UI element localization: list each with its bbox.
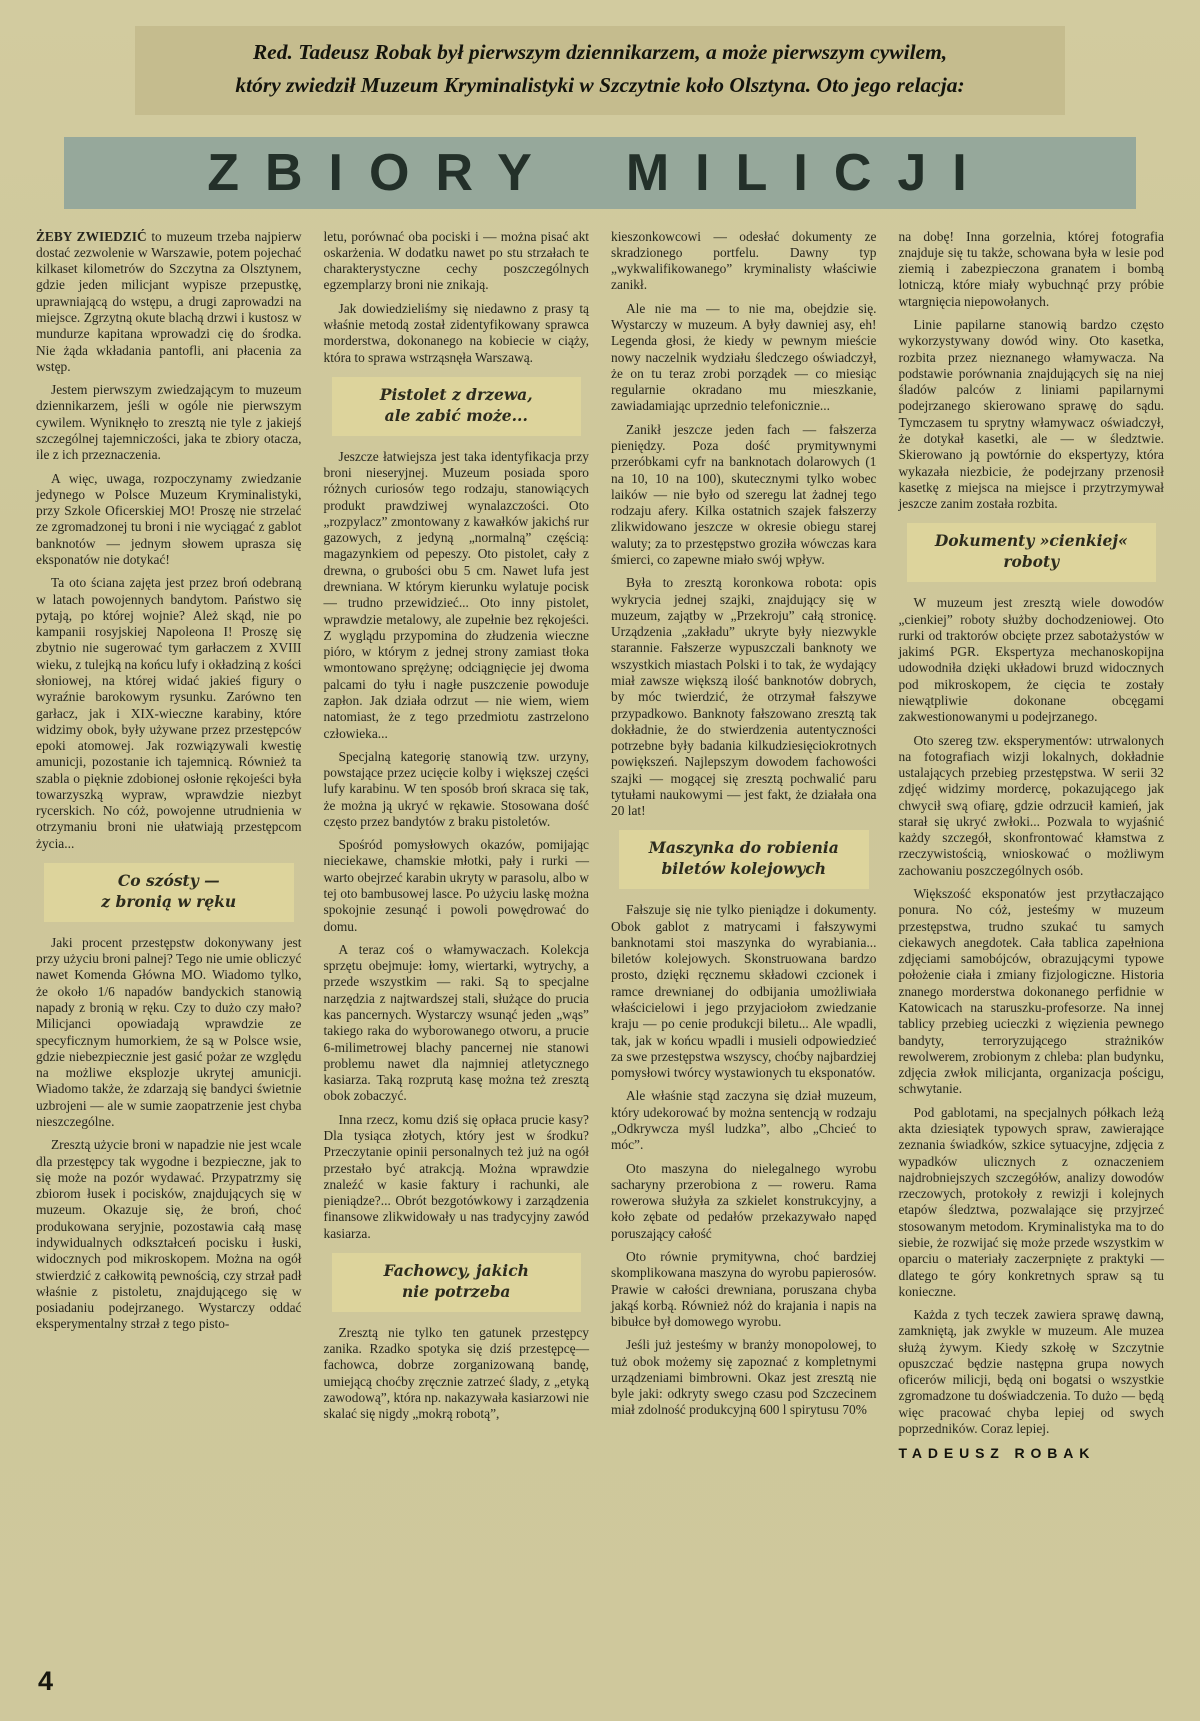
paragraph: Zresztą nie tylko ten gatunek przestępcy zanika. Rzadko spotyka się dziś przestępcę—fachowca, dobrze zorganizowaną bandę, umiejącą choćby zręcznie zatrzeć ślady, z „etyką zawodową”, która np. nakazywała kasiarzowi nie skalać się nigdy „mokrą robotą”,: [323, 1324, 589, 1422]
paragraph: Oto szereg tzw. eksperymentów: utrwalonych na fotografiach wizji lokalnych, dokładnie ustalających przebieg przestępstwa. W serii 32 zdjęć widzimy mordercę, pokazującego jak chwycił swą ofiarę, gdzie odrzucił kamień, jak starał się ukryć zwłoki... Pozwala to wyjaśnić każdy szczegół, skonfrontować kłamstwa z rzeczywistością, wnioskować o możliwym zachowaniu poszczególnych osób.: [898, 732, 1164, 878]
paragraph: Spośród pomysłowych okazów, pomijając nieciekawe, chamskie młotki, pały i rurki — warto obejrzeć karabin ukryty w parasolu, albo w tej oto bambusowej lasce. Po użyciu laskę można spokojnie zesunąć i powoli powędrować do domu.: [323, 837, 589, 934]
article-title: ZBIORY MILICJI: [207, 143, 993, 202]
paragraph: letu, porównać oba pociski i — można pisać akt oskarżenia. W dodatku nawet po stu strzałach te charakterystyczne cechy poszczególnych egzemplarzy broni nie znikają.: [323, 228, 589, 293]
section-heading: [332, 377, 582, 436]
paragraph-lead: ŻEBY ZWIEDZIĆ: [36, 228, 147, 244]
kicker-banner: [135, 26, 1065, 115]
section-heading-line: Dokumenty »cienkiej«: [934, 531, 1128, 551]
section-heading-line: ale zabić może...: [384, 405, 528, 425]
paragraph: Większość eksponatów jest przytłaczająco ponura. No cóż, jesteśmy w muzeum przestępstwa, trudno szukać tu samych ciekawych anegdotek. Cała tablica zapełniona zdjęciami samobójców, obrazującymi typowe położenie ciała i zmiany fizjologiczne. Historia znanego morderstwa dokonanego perfidnie w Katowicach na staruszku-profesorze. Na innej tablicy przebieg ucieczki z więzienia pewnego bandyty, terroryzującego strażników rewolwerem, zrobionym z chleba: plan budynku, zdjęcia zwłok milicjanta, organizacja pościgu, schwytanie.: [898, 886, 1164, 1097]
author-signature: TADEUSZ ROBAK: [898, 1445, 1096, 1462]
text-column-2: [324, 229, 590, 1463]
text-column-3: [611, 229, 877, 1463]
paragraph: A więc, uwaga, rozpoczynamy zwiedzanie jedynego w Polsce Muzeum Kryminalistyki, przy Szkole Oficerskiej MO! Proszę nie strzelać ze zgromadzonej tu broni i nie wyciągać z gablot banknotów — jednym słowem uprasza się eksponatów nie dotykać!: [36, 470, 302, 567]
section-heading-line: z bronią w ręku: [101, 891, 237, 911]
paragraph: Jaki procent przestępstw dokonywany jest przy użyciu broni palnej? Tego nie umie obliczyć nawet Komenda Główna MO. Wiadomo tylko, że około 1/6 napadów bandyckich stanowią napady z bronią w ręku. Czy to dużo czy mało? Milicjanci opowiadają wprawdzie ze specyficznym humorkiem, że są w Polsce wsie, gdzie niebezpiecznie jest gasić pożar ze względu na możliwe eksplozje ukrytej amunicji. Wiadomo także, że zdarzają się bandyci świetnie uzbrojeni — ale w sumie zaopatrzenie jest chyba nieszczególne.: [36, 934, 302, 1129]
section-heading: [44, 863, 294, 922]
section-heading: [619, 830, 869, 889]
paragraph: Oto maszyna do nielegalnego wyrobu sacharyny przerobiona z — roweru. Rama rowerowa służyła za szkielet konstrukcyjny, a koło zębate od pedałów przekazywało napęd poruszający całość: [611, 1160, 877, 1241]
section-heading-line: roboty: [1003, 552, 1060, 572]
paragraph: Zresztą użycie broni w napadzie nie jest wcale dla przestępcy tak wygodne i bezpieczne, jak to się może na pozór wydawać. Przypatrzmy się zbiorom łusek i pocisków, znajdujących się w muzeum. Okazuje się, że broń, choć produkowana seryjnie, pozostawia całą masę indywidualnych odkształceń pocisku i łuski, widocznych pod mikroskopem. Można na ogół stwierdzić z całkowitą pewnością, czy strzał padł właśnie z pistoletu, znajdującego się w posiadaniu podejrzanego. Wystarczy oddać eksperymentalny strzał z tego pisto-: [36, 1137, 302, 1332]
section-heading-line: Co szósty —: [117, 871, 220, 891]
paragraph: na dobę! Inna gorzelnia, której fotografia znajduje się tu także, schowana była w lesie pod ziemią i zabezpieczona granatem i bombą lotniczą, które miały wybuchnąć przy próbie wtargnięcia niepowołanych.: [898, 228, 1164, 309]
kicker-line-1: Red. Tadeusz Robak był pierwszym dziennikarzem, a może pierwszym cywilem,: [252, 40, 948, 64]
section-heading-line: Pistolet z drzewa,: [379, 384, 533, 404]
article-columns: [0, 209, 1200, 1463]
paragraph: Jeszcze łatwiejsza jest taka identyfikacja przy broni nieseryjnej. Muzeum posiada sporo różnych curiosów tego rodzaju, stanowiących produkt prawdziwej wynalazczości. Oto „rozpylacz” zmontowany z kawałków jakichś rur gazowych, z jedyną „normalną” częścią: magazynkiem od pepeszy. Oto pistolet, cały z drewna, o grubości obu 5 cm. Nawet lufa jest drewniana. W którym kierunku wylatuje pocisk — trudno przewidzieć... Oto inny pistolet, wprawdzie metalowy, ale zupełnie bez rękojeści. Z wyglądu przypomina do złudzenia wieczne pióro, w którym z jednej strony zamiast tłoka wmontowano sprężynę; odciągnięcie jej dwoma palcami do tyłu i nagłe puszczenie powoduje zapłon. Jak działa odrzut — nie wiem, wiem natomiast, że z tego przedmiotu zastrzelono człowieka...: [323, 448, 589, 741]
paragraph: Fałszuje się nie tylko pieniądze i dokumenty. Obok gablot z matrycami i fałszywymi banknotami stoi maszynka do wyrabiania... biletów kolejowych. Skonstruowana bardzo prosto, dzięki ręcznemu składowi czcionek i ramce drewnianej do odbijania umożliwiała właścicielowi i jego przyjaciołom zwiedzanie kraju — po cenie produkcji biletu... Ale wpadli, tak, jak w końcu wpadli i musieli odpowiedzieć za swe przestępstwa wszyscy, choćby najbardziej pomysłowi twórcy wystawionych tu eksponatów.: [611, 902, 877, 1081]
paragraph: Jestem pierwszym zwiedzającym to muzeum dziennikarzem, jeśli w ogóle nie pierwszym cywilem. Wyniknęło to zresztą nie tyle z jakiejś szczególnej tajemniczości, jaka te zbiory otacza, ile z ich przeznaczenia.: [36, 382, 302, 463]
paragraph: Zanikł jeszcze jeden fach — fałszerza pieniędzy. Poza dość prymitywnymi przeróbkami cyfr na banknotach dolarowych (1 na 10, 10 na 100), skutecznymi tylko wobec laików — nie było od szeregu lat żadnej tego rodzaju afery. Kilka ostatnich szajek fałszerzy zlikwidowano jeszcze w okresie obiegu starej waluty; za to przestępstwo groziła wówczas kara śmierci, co zapewne miało swój wpływ.: [611, 421, 877, 567]
section-heading-line: biletów kolejowych: [661, 859, 827, 879]
paragraph: W muzeum jest zresztą wiele dowodów „cienkiej” roboty służby dochodzeniowej. Oto rurki od traktorów obcięte przez sabotażystów w jakimś PGR. Ekspertyza mechanoskopijna udowodniła dzięki układowi bruzd widocznych pod mikroskopem, że cięcia te zostały niewątpliwie dokonane obcęgami zakwestionowanymi u podejrzanego.: [898, 595, 1164, 725]
page-number: 4: [38, 1666, 54, 1696]
paragraph: A teraz coś o włamywaczach. Kolekcja sprzętu obejmuje: łomy, wiertarki, wytrychy, a przede wszystkim — raki. Są to specjalne narzędzia z najtwardszej stali, służące do prucia kas pancernych. Wystarczy wsunąć jeden „wąs” takiego raka do wyborowanego otworu, a prucie 6-milimetrowej blachy pancernej nie stanowi problemu nawet dla najmniej atletycznego kasiarza. Taką rozprutą kasę można też zresztą obok zobaczyć.: [323, 941, 589, 1104]
paragraph: Jak dowiedzieliśmy się niedawno z prasy tą właśnie metodą został zidentyfikowany sprawca morderstwa, dokonanego na kobiecie w ciąży, która to sprawa wstrząsnęła Warszawą.: [323, 300, 589, 365]
section-heading: [332, 1253, 582, 1312]
section-heading-line: Fachowcy, jakich: [383, 1260, 529, 1280]
paragraph: Oto równie prymitywna, choć bardziej skomplikowana maszyna do wyrobu papierosów. Prawie w całości drewniana, poruszana chyba jakąś korbą. Również nóż do krajania i napis na bibułce był domowego wyrobu.: [611, 1248, 877, 1330]
text-column-4: [899, 229, 1165, 1463]
paragraph: Ale nie ma — to nie ma, obejdzie się. Wystarczy w muzeum. A były dawniej asy, eh! Legenda głosi, że kiedy w pewnym mieście nowy naczelnik wydziału śledczego oświadczył, że on tu teraz zrobi porządek — co miesiąc regularnie okradano mu mieszkanie, zawiadamiając uprzednio telefonicznie...: [611, 300, 877, 414]
section-heading-line: Maszynka do robienia: [648, 838, 839, 858]
paragraph: Ta oto ściana zajęta jest przez broń odebraną w latach powojennych bandytom. Państwo się pytają, po której wojnie? Ależ skąd, nie po kampanii rosyjskiej Napoleona I! Proszę się zbytnio nie sugerować tym garłaczem z XVIII wieku, z tulejką na końcu lufy i okładziną z kości słoniowej, na której widać jakieś figury o wyraźnie barokowym rysunku. Zarówno ten garłacz, jak i XIX-wieczne karabiny, które widzimy obok, były używane przez przestępców epoki atomowej. Jak rozwiązywali kwestię amunicji, pozostanie ich tajemnicą. Również ta szabla o pięknie zdobionej osłonie rękojeści była towarzyszką wypraw, wprawdzie niezbyt rycerskich. No cóż, powojenne utrudnienia w otrzymaniu broni nie ułatwiają przestępcom życia...: [36, 575, 302, 851]
paragraph: Specjalną kategorię stanowią tzw. urzyny, powstające przez ucięcie kolby i większej części lufy karabinu. W ten sposób broń skraca się tak, że można ją ukryć w rękawie. Stosowana dość często przez bandytów z braku pistoletów.: [323, 748, 589, 829]
text-column-1: [36, 229, 302, 1463]
section-heading: [907, 523, 1157, 582]
paragraph: Była to zresztą koronkowa robota: opis wykrycia jednej szajki, znajdujący się w muzeum, zajątby w „Przekroju” całą stronicę. Urządzenia „zakładu” ukryte były niezwykle starannie. Fałszerze wypuszczali banknoty we wszystkich miastach Polski i to tak, że wydający miał zawsze większą ilość banknotów dobrych, by móc twierdzić, że otrzymał fałszywe przypadkowo. Banknoty fałszowano zresztą tak dokładnie, że do stwierdzenia autentyczności potrzebne były badania kilkudziesięciokrotnych powiększeń. Najlepszym dowodem fachowości szajki — mogącej się zresztą pochwalić paru tytułami naukowymi — jest fakt, że działała ona 20 lat!: [611, 575, 877, 819]
paragraph: Inna rzecz, komu dziś się opłaca prucie kasy? Dla tysiąca złotych, który jest w środku? Przeczytanie opinii personalnych też już na ogół przestało być atrakcją. Można wprawdzie znaleźć w kasie faktury i rachunki, ale pieniądze?... Obrót bezgotówkowy i zarządzenia finansowe zlikwidowały u nas tradycyjny zawód kasiarza.: [323, 1111, 589, 1241]
paragraph: Ale właśnie stąd zaczyna się dział muzeum, który udekorować by można sentencją w rodzaju „Odkrywcza myśl ludzka”, albo „Chcieć to móc”.: [611, 1088, 877, 1153]
paragraph: Każda z tych teczek zawiera sprawę dawną, zamkniętą, jak zwykle w muzeum. Ale muzea służą żywym. Kiedy szkołę w Szczytnie opuszczać będzie następna grupa nowych oficerów milicji, będą oni bogatsi o wszystkie zgromadzone tu doświadczenia. To dużo — będą więc pracować chyba lepiej od swych poprzedników. Coraz lepiej.: [898, 1307, 1164, 1437]
paragraph: Pod gablotami, na specjalnych półkach leżą akta dziesiątek typowych spraw, zawierające zeznania świadków, szkice sytuacyjne, zdjęcia z wypadków ulicznych z oznaczeniem najdrobniejszych szczegółów, analizy dowodów rzeczowych, protokoły z rewizji i kolejnych etapów śledztwa, pozwalające się przyjrzeć stosowanym metodom. Kryminalistyka ma to do siebie, że rozwijać się może przede wszystkim w oparciu o materiały zaczerpnięte z praktyki — dlatego te góry konkretnych spraw są tu konieczne.: [898, 1104, 1164, 1299]
kicker-line-2: który zwiedził Muzeum Kryminalistyki w Szczytnie koło Olsztyna. Oto jego relacja:: [235, 73, 965, 98]
section-heading-line: nie potrzeba: [402, 1281, 511, 1301]
paragraph: Jeśli już jesteśmy w branży monopolowej, to tuż obok możemy się zapoznać z kompletnymi urządzeniami bimbrowni. Okaz jest zresztą nie byle jaki: odkryty swego czasu pod Szczecinem miał zdolność produkcyjną 600 l spirytusu 70%: [611, 1337, 877, 1418]
paragraph: kieszonkowcowi — odesłać dokumenty ze skradzionego portfelu. Dawny typ „wykwalifikowanego” kryminalisty właściwie zanikł.: [611, 228, 877, 293]
paragraph: ŻEBY ZWIEDZIĆ to muzeum trzeba najpierw dostać zezwolenie w Warszawie, potem pojechać kilkaset kilometrów do Szczytna za Olsztynem, gdzie jeden milicjant wypisze przepustkę, uprawniającą do wstępu, a drugi zaprowadzi na miejsce. Zgrzytną okute blachą drzwi i kustosz w mundurze kapitana wprowadzi cię do środka. Nie żąda wkładania pantofli, ani płacenia za wstęp.: [36, 228, 302, 374]
article-title-bar: [64, 137, 1136, 209]
paragraph: Linie papilarne stanowią bardzo często wykorzystywany dowód winy. Oto kasetka, rozbita przez nieznanego włamywacza. Na podstawie porównania znajdujących się na niej śladów palców z liniami papilarnymi podejrzanego skierowano sprawę do sądu. Tymczasem tu sprytny włamywacz oświadczył, że dotykał kasetki, ale — w śledztwie. Skierowano ją powtórnie do ekspertyzy, która wykazała niezbicie, że podejrzany przenosił kasetkę z miejsca na miejsce i przytrzymywał jeszcze zanim została rozbita.: [898, 317, 1164, 512]
